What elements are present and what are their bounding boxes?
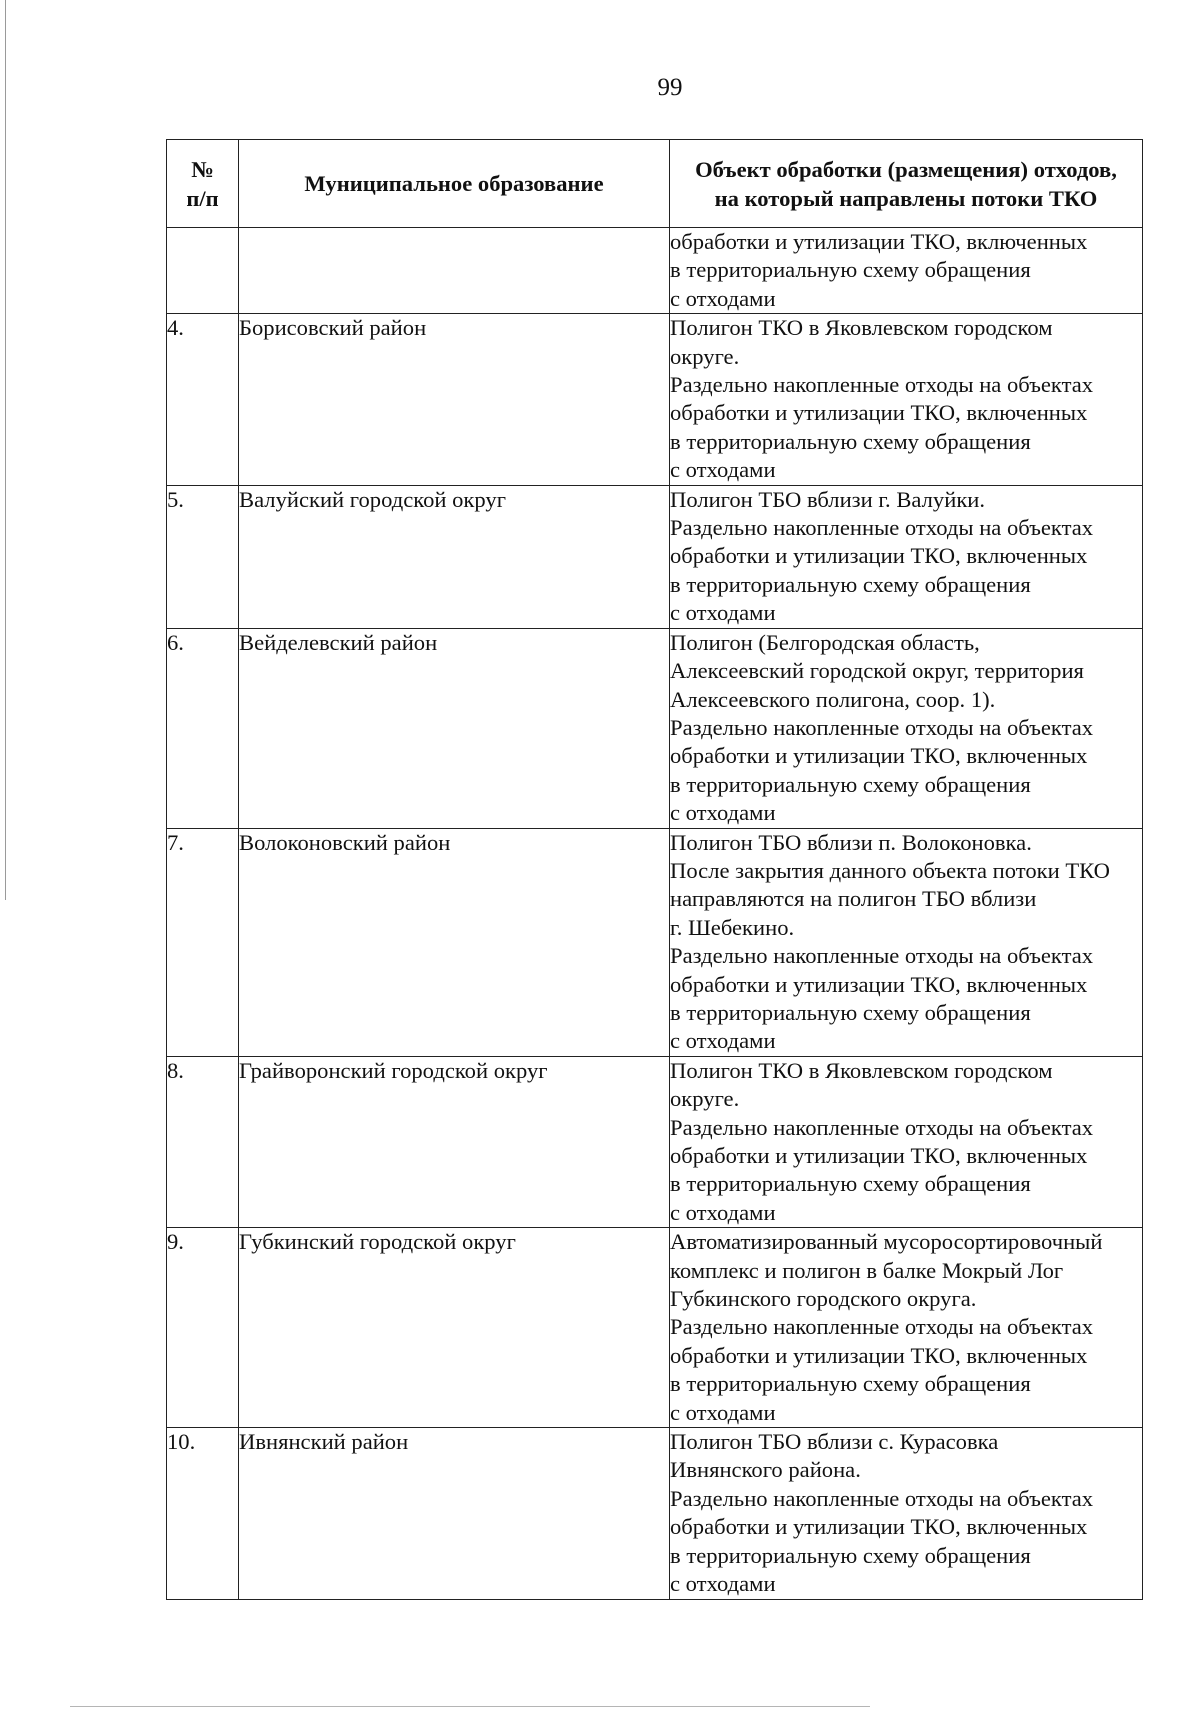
header-number-line: п/п <box>186 185 219 211</box>
waste-object-line: обработки и утилизации ТКО, включенных <box>670 1342 1088 1368</box>
waste-object-description <box>670 828 1143 1056</box>
table-row <box>167 1428 1143 1599</box>
waste-object-line: обработки и утилизации ТКО, включенных <box>670 543 1088 569</box>
waste-object-line: Раздельно накопленные отходы на объектах <box>670 943 1094 969</box>
waste-object-line: Полигон ТКО в Яковлевском городском <box>670 1057 1053 1083</box>
municipality-name: Валуйский городской округ <box>239 485 670 628</box>
waste-object-line: Раздельно накопленные отходы на объектах <box>670 1314 1094 1340</box>
waste-object-line: Раздельно накопленные отходы на объектах <box>670 372 1094 398</box>
waste-object-description <box>670 1428 1143 1599</box>
scan-edge-line <box>5 0 6 900</box>
waste-object-line: направляются на полигон ТБО вблизи <box>670 886 1037 912</box>
row-number: 5. <box>167 485 239 628</box>
table-row <box>167 828 1143 1056</box>
municipality-name: Ивнянский район <box>239 1428 670 1599</box>
waste-object-line: Полигон ТБО вблизи г. Валуйки. <box>670 486 986 512</box>
header-number <box>167 140 239 228</box>
waste-object-line: Раздельно накопленные отходы на объектах <box>670 1485 1094 1511</box>
waste-object-line: округе. <box>670 343 740 369</box>
waste-object-line: обработки и утилизации ТКО, включенных <box>670 1514 1088 1540</box>
waste-object-line: обработки и утилизации ТКО, включенных <box>670 229 1088 254</box>
waste-object-line: Полигон ТКО в Яковлевском городском <box>670 315 1053 341</box>
waste-object-line: в территориальную схему обращения <box>670 428 1031 454</box>
waste-object-line: в территориальную схему обращения <box>670 1371 1031 1397</box>
row-number: 7. <box>167 828 239 1056</box>
waste-object-line: с отходами <box>670 1199 776 1225</box>
waste-object-line: Алексеевский городской округ, территория <box>670 658 1084 684</box>
municipality-name: Волоконовский район <box>239 828 670 1056</box>
waste-object-line: с отходами <box>670 1399 776 1425</box>
waste-object-line: в территориальную схему обращения <box>670 257 1031 283</box>
waste-object-line: Полигон ТБО вблизи п. Волоконовка. <box>670 829 1032 855</box>
table-row <box>167 1056 1143 1227</box>
table-row <box>167 314 1143 485</box>
waste-object-line: Раздельно накопленные отходы на объектах <box>670 1114 1094 1140</box>
waste-object-line: комплекс и полигон в балке Мокрый Лог <box>670 1257 1064 1283</box>
waste-object-description <box>670 628 1143 828</box>
row-number: 6. <box>167 628 239 828</box>
waste-object-line: в территориальную схему обращения <box>670 1542 1031 1568</box>
waste-object-line: с отходами <box>670 1571 776 1597</box>
waste-object-line: обработки и утилизации ТКО, включенных <box>670 743 1088 769</box>
waste-object-line: в территориальную схему обращения <box>670 999 1031 1025</box>
row-number: 8. <box>167 1056 239 1227</box>
municipality-name: Вейделевский район <box>239 628 670 828</box>
waste-object-line: После закрытия данного объекта потоки ТКО <box>670 857 1110 883</box>
row-number: 9. <box>167 1228 239 1428</box>
waste-object-line: Губкинского городского округа. <box>670 1286 977 1312</box>
waste-object-line: в территориальную схему обращения <box>670 571 1031 597</box>
municipality-name <box>239 228 670 314</box>
waste-object-line: Полигон ТБО вблизи с. Курасовка <box>670 1429 999 1455</box>
row-number <box>167 228 239 314</box>
waste-object-description <box>670 1056 1143 1227</box>
waste-object-description <box>670 1228 1143 1428</box>
waste-object-line: с отходами <box>670 600 776 626</box>
table-row <box>167 1228 1143 1428</box>
waste-object-line: Алексеевского полигона, соор. 1). <box>670 686 996 712</box>
waste-object-description <box>670 485 1143 628</box>
table-row <box>167 228 1143 314</box>
waste-flow-table <box>166 139 1143 1600</box>
header-number-line: № <box>191 156 214 182</box>
scan-bottom-line <box>70 1706 870 1707</box>
table-body <box>167 228 1143 1600</box>
header-municipality: Муниципальное образование <box>239 140 670 228</box>
waste-object-description <box>670 228 1143 314</box>
municipality-name: Грайворонский городской округ <box>239 1056 670 1227</box>
table-row <box>167 485 1143 628</box>
row-number: 4. <box>167 314 239 485</box>
waste-object-line: обработки и утилизации ТКО, включенных <box>670 400 1088 426</box>
row-number: 10. <box>167 1428 239 1599</box>
waste-object-line: с отходами <box>670 800 776 826</box>
header-object <box>670 140 1143 228</box>
waste-object-line: Ивнянского района. <box>670 1457 861 1483</box>
municipality-name: Борисовский район <box>239 314 670 485</box>
table-row <box>167 628 1143 828</box>
page-number: 99 <box>657 74 683 101</box>
waste-object-line: Раздельно накопленные отходы на объектах <box>670 714 1094 740</box>
waste-object-line: обработки и утилизации ТКО, включенных <box>670 1143 1088 1168</box>
waste-object-line: с отходами <box>670 457 776 483</box>
waste-object-description <box>670 314 1143 485</box>
waste-object-line: в территориальную схему обращения <box>670 771 1031 797</box>
municipality-name: Губкинский городской округ <box>239 1228 670 1428</box>
header-object-line: Объект обработки (размещения) отходов, <box>695 156 1117 182</box>
waste-object-line: в территориальную схему обращения <box>670 1171 1031 1197</box>
table-header-row <box>167 140 1143 228</box>
waste-object-line: обработки и утилизации ТКО, включенных <box>670 971 1088 997</box>
waste-object-line: г. Шебекино. <box>670 914 795 940</box>
waste-object-line: с отходами <box>670 285 776 311</box>
waste-object-line: Полигон (Белгородская область, <box>670 629 980 655</box>
waste-object-line: округе. <box>670 1086 740 1112</box>
waste-object-line: с отходами <box>670 1028 776 1054</box>
header-object-line: на который направлены потоки ТКО <box>714 185 1098 211</box>
waste-object-line: Раздельно накопленные отходы на объектах <box>670 515 1094 541</box>
waste-object-line: Автоматизированный мусоросортировочный <box>670 1229 1103 1255</box>
